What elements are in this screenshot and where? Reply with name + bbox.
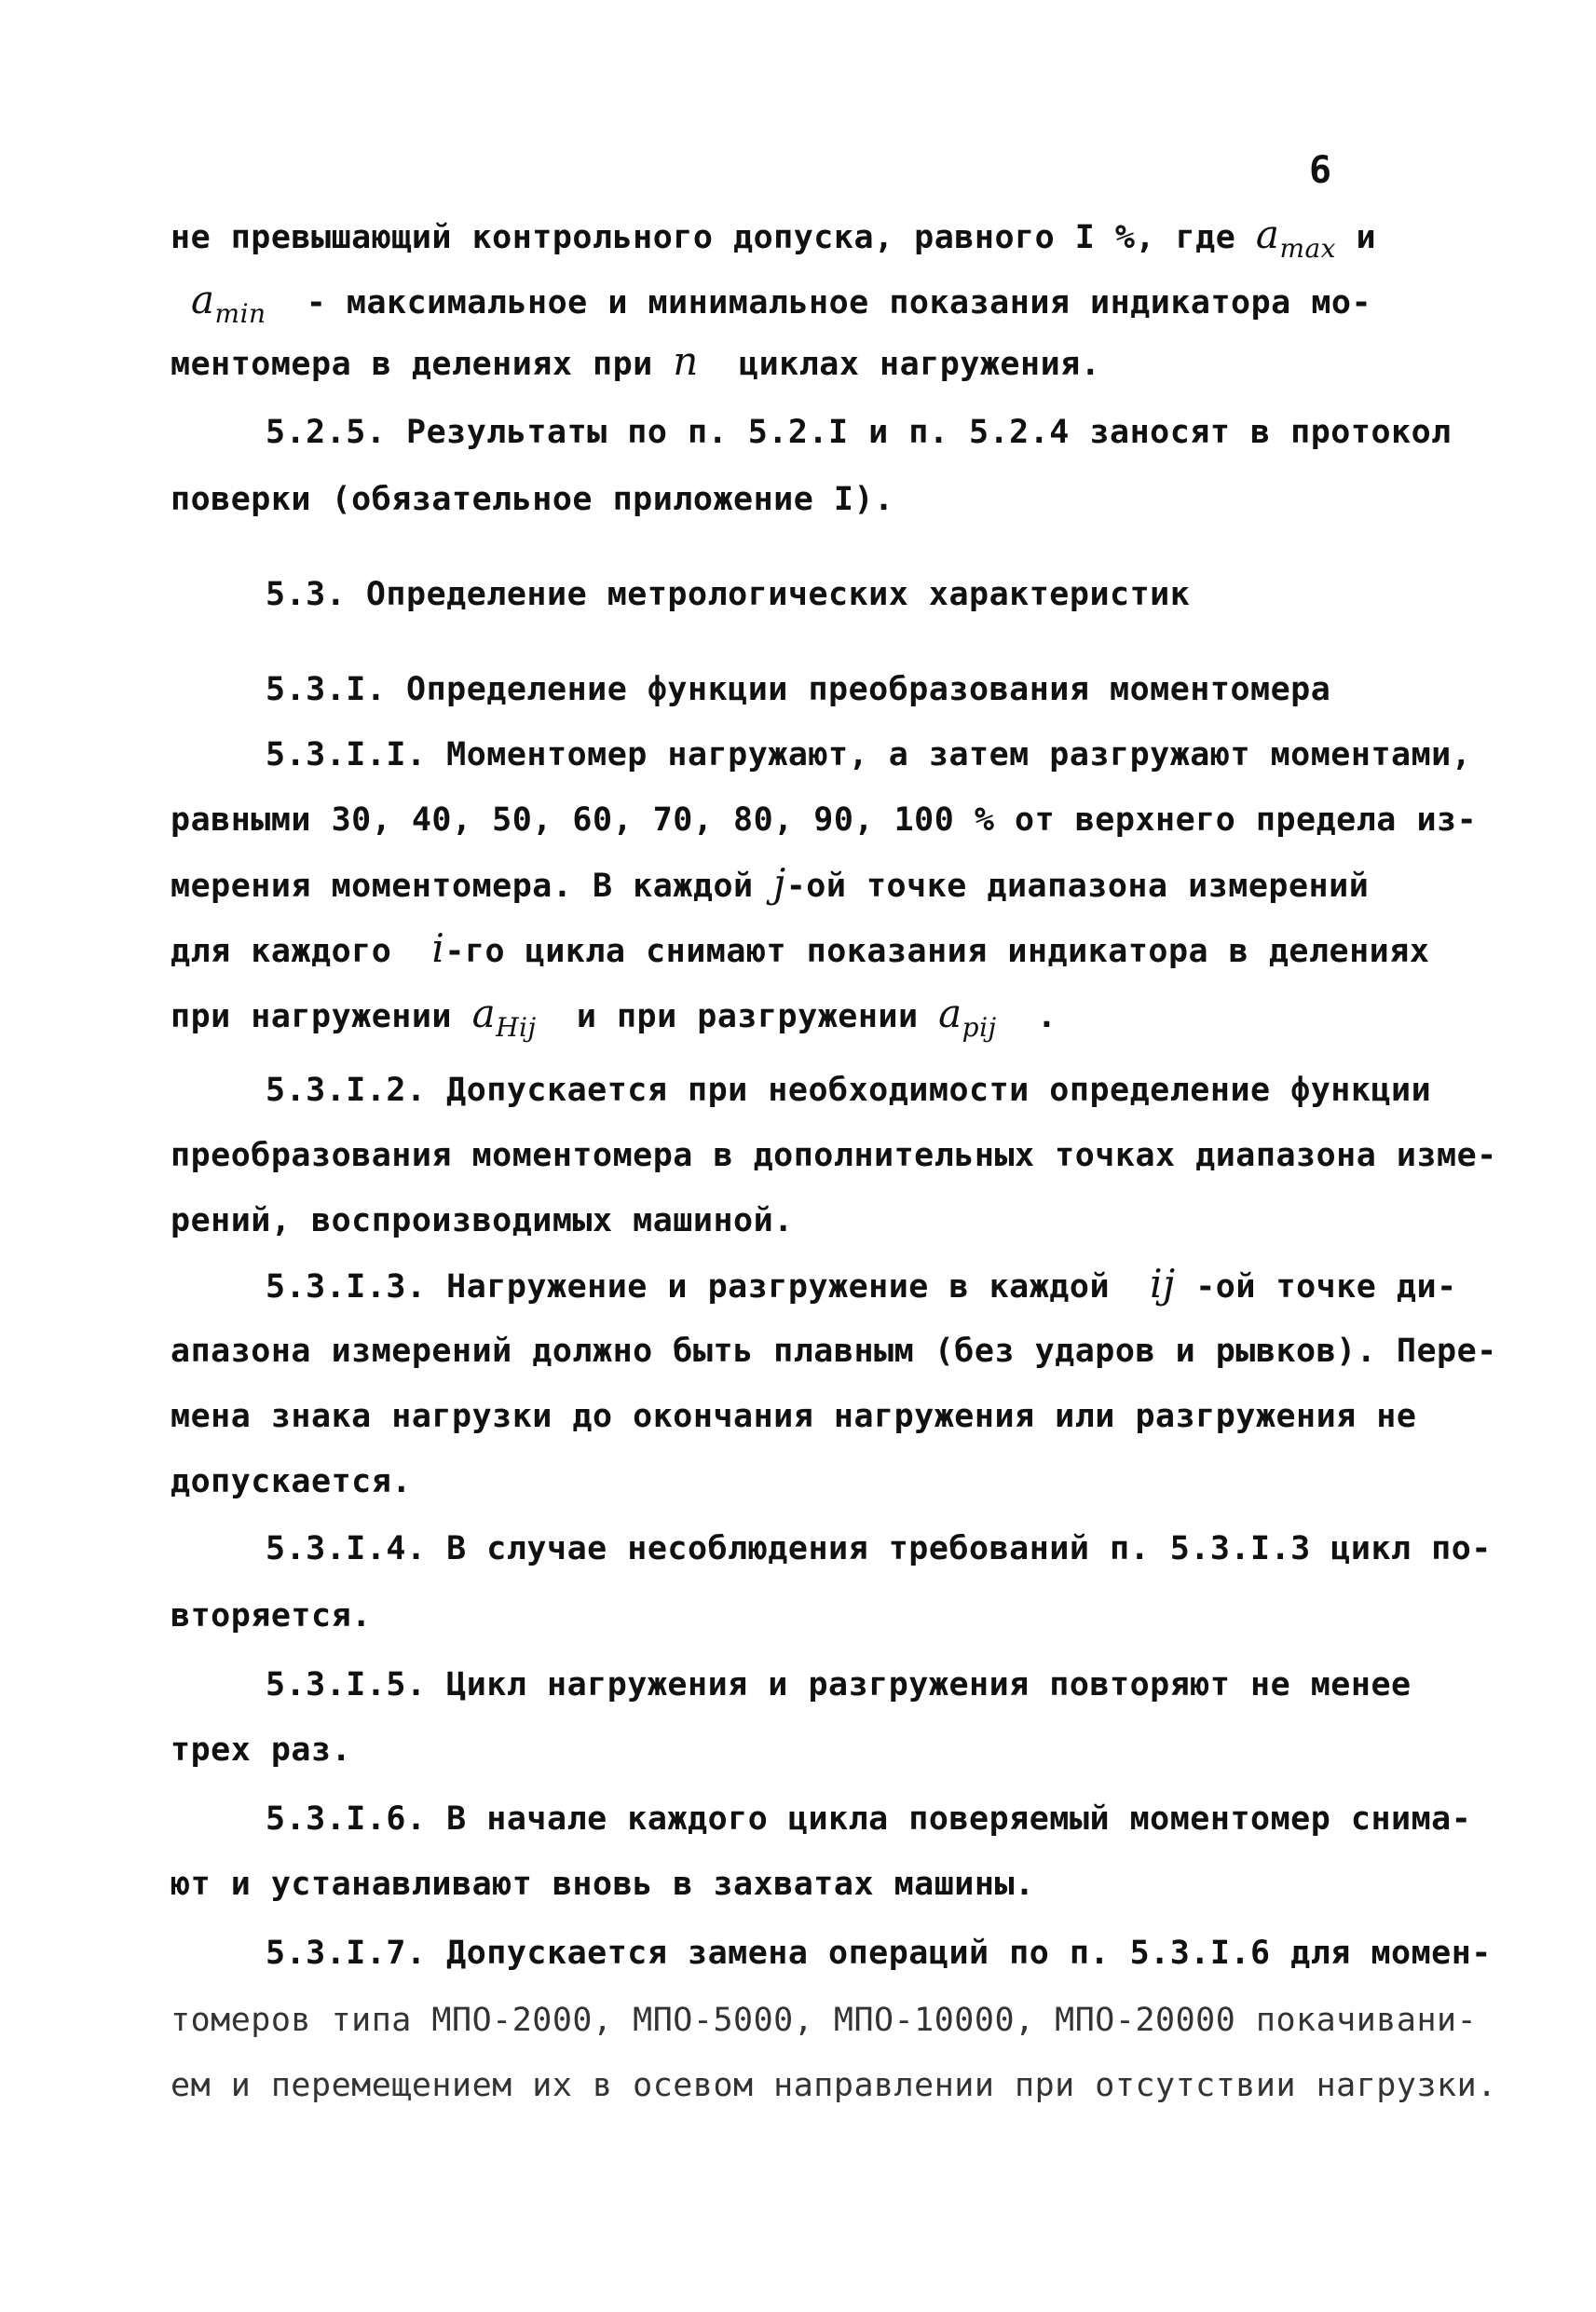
math-a: a [471,991,497,1036]
text: ментомера в делениях при [171,346,674,383]
math-sub-hij: Hij [496,1012,537,1043]
text-line-15: рений, воспроизводимых машиной. [171,1202,794,1239]
text: циклах нагружения. [698,346,1101,383]
text-line-10 [171,861,1369,909]
text-line-2 [191,278,1371,327]
math-sub-pij: pij [962,1012,997,1043]
text-line-25: ют и устанавливают вновь в захватах машины. [171,1866,1035,1903]
math-i: i [431,925,445,971]
text-line-19: допускается. [171,1463,412,1500]
text-line-14: преобразования моментомера в дополнительных точках диапазона изме- [171,1137,1497,1174]
math-j: j [773,860,786,906]
text: для каждого [171,933,432,970]
text-line-8: 5.3.I.I. Моментомер нагружают, а затем разгружают моментами, [266,736,1472,773]
text-line-27: томеров типа МПО-2000, МПО-5000, МПО-10000, МПО-20000 покачивани- [171,2002,1478,2039]
text-line-11 [171,926,1429,974]
section-heading-5-3: 5.3. Определение метрологических характеристик [266,576,1191,613]
math-a: a [938,991,962,1036]
math-ij: ij [1150,1261,1176,1306]
text-line-24: 5.3.I.6. В начале каждого цикла поверяемый моментомер снима- [266,1800,1472,1838]
math-sub-min: min [214,298,266,329]
math-n: n [673,338,699,384]
text-line-9: равными 30, 40, 50, 60, 70, 80, 90, 100 % от верхнего предела из- [171,801,1478,839]
page-number: 6 [1309,149,1332,192]
text-line-13: 5.3.I.2. Допускается при необходимости определение функции [266,1072,1432,1109]
text: не превышающий контрольного допуска, равного I %, где [171,219,1256,256]
text-line-26: 5.3.I.7. Допускается замена операций по п. 5.3.I.6 для момен- [266,1935,1492,1972]
text-line-1 [171,212,1376,262]
text: -го цикла снимают показания индикатора в делениях [444,933,1430,970]
text-line-23: трех раз. [171,1731,352,1769]
text: и [1335,219,1377,256]
text: - максимальное и минимальное показания индикатора мо- [266,284,1372,321]
math-a: a [1255,212,1280,257]
text-line-4: 5.2.5. Результаты по п. 5.2.I и п. 5.2.4 заносят в протокол [266,414,1452,451]
text: при нагружении [171,998,472,1035]
text: -ой точке диапазона измерений [785,868,1370,905]
text-line-18: мена знака нагрузки до окончания нагружения или разгружения не [171,1398,1417,1435]
text-line-20: 5.3.I.4. В случае несоблюдения требований п. 5.3.I.3 цикл по- [266,1530,1492,1567]
text: мерения моментомера. В каждой [171,868,774,905]
text: . [996,998,1057,1035]
subsection-heading-5-3-1: 5.3.I. Определение функции преобразования моментомера [266,671,1331,708]
text-line-21: вторяется. [171,1597,372,1635]
math-a: a [191,277,215,322]
text-line-3 [171,339,1100,387]
text-line-22: 5.3.I.5. Цикл нагружения и разгружения повторяют не менее [266,1666,1412,1703]
text-line-28: ем и перемещением их в осевом направлении при отсутствии нагрузки. [171,2067,1497,2104]
text: 5.3.I.3. Нагружение и разгружение в каждой [266,1268,1151,1306]
math-sub-max: max [1279,233,1336,264]
text: -ой точке ди- [1175,1268,1457,1306]
text-line-17: апазона измерений должно быть плавным (без ударов и рывков). Пере- [171,1333,1497,1370]
text-line-16 [266,1262,1457,1309]
text-line-5: поверки (обязательное приложение I). [171,481,894,518]
text: и при разгружении [536,998,939,1035]
text-line-12 [171,992,1057,1041]
